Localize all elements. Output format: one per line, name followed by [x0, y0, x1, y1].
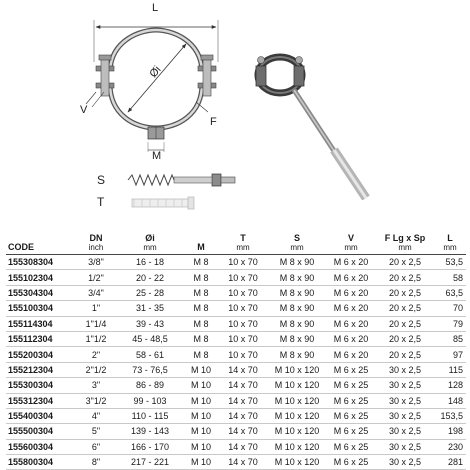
table-row [6, 439, 466, 454]
table-row [6, 316, 466, 331]
product-code-cell: 155304304 [6, 285, 76, 300]
table-cell: 20 - 22 [116, 270, 184, 285]
table-cell: M 10 [184, 408, 218, 423]
product-code-cell: 155400304 [6, 408, 76, 423]
table-cell: 148 [434, 393, 466, 408]
table-cell: M 10 x 120 [268, 393, 326, 408]
table-cell: 10 x 70 [218, 316, 268, 331]
label-f: F [210, 116, 217, 128]
table-cell: M 6 x 20 [326, 255, 376, 270]
table-cell: 10 x 70 [218, 255, 268, 270]
table-row [6, 331, 466, 346]
table-cell: M 8 [184, 347, 218, 362]
table-cell: 198 [434, 424, 466, 439]
table-cell: 1/2" [76, 270, 116, 285]
table-cell: M 8 [184, 285, 218, 300]
table-cell: M 8 x 90 [268, 285, 326, 300]
table-cell: 30 x 2,5 [376, 424, 434, 439]
table-cell: 14 x 70 [218, 362, 268, 377]
label-s: S [97, 173, 106, 187]
table-cell: 1"1/4 [76, 316, 116, 331]
column-header-unit: inch [88, 243, 104, 252]
product-code-cell: 155312304 [6, 393, 76, 408]
column-header-4 [218, 224, 268, 255]
table-cell: 230 [434, 439, 466, 454]
table-row [6, 285, 466, 300]
column-header-7 [376, 224, 434, 255]
table-cell: 30 x 2,5 [376, 362, 434, 377]
table-cell: 166 - 170 [116, 439, 184, 454]
table-cell: M 6 x 25 [326, 362, 376, 377]
table-cell: 115 [434, 362, 466, 377]
column-header-label: T [240, 233, 246, 243]
table-cell: 20 x 2,5 [376, 270, 434, 285]
table-cell: M 6 x 20 [326, 331, 376, 346]
table-row [6, 362, 466, 377]
product-code-cell: 155102304 [6, 270, 76, 285]
table-cell: 53,5 [434, 255, 466, 270]
table-cell: M 10 x 120 [268, 408, 326, 423]
column-header-label: DN [89, 233, 103, 243]
table-cell: 14 x 70 [218, 424, 268, 439]
table-cell: 3" [76, 378, 116, 393]
table-cell: M 10 x 120 [268, 378, 326, 393]
label-v: V [80, 104, 88, 116]
table-cell: M 8 [184, 270, 218, 285]
table-cell: 281 [434, 455, 466, 470]
column-header-unit: mm [236, 243, 250, 252]
table-cell: M 6 x 25 [326, 393, 376, 408]
table-cell: 25 - 28 [116, 285, 184, 300]
table-cell: 8" [76, 455, 116, 470]
table-cell: 73 - 76,5 [116, 362, 184, 377]
table-cell: M 8 [184, 255, 218, 270]
table-cell: M 10 [184, 378, 218, 393]
table-cell: 70 [434, 301, 466, 316]
product-code-cell: 155112304 [6, 331, 76, 346]
column-header-3 [184, 224, 218, 255]
table-row [6, 393, 466, 408]
product-code-cell: 155200304 [6, 347, 76, 362]
table-cell: 10 x 70 [218, 301, 268, 316]
table-cell: 45 - 48,5 [116, 331, 184, 346]
table-cell: M 10 [184, 455, 218, 470]
product-code-cell: 155300304 [6, 378, 76, 393]
column-header-label: CODE [8, 242, 35, 252]
label-length: L [152, 2, 159, 14]
column-header-5 [268, 224, 326, 255]
table-cell: 139 - 143 [116, 424, 184, 439]
column-header-unit: mm [443, 243, 457, 252]
table-cell: 2" [76, 347, 116, 362]
column-header-unit: mm [398, 243, 412, 252]
table-cell: 110 - 115 [116, 408, 184, 423]
table-cell: 20 x 2,5 [376, 316, 434, 331]
table-cell: 20 x 2,5 [376, 285, 434, 300]
table-cell: 16 - 18 [116, 255, 184, 270]
wall-plug-t-drawing-icon [128, 193, 198, 213]
table-cell: 39 - 43 [116, 316, 184, 331]
table-cell: M 10 x 120 [268, 424, 326, 439]
table-row [6, 408, 466, 423]
table-cell: 30 x 2,5 [376, 378, 434, 393]
table-cell: M 6 x 25 [326, 424, 376, 439]
product-code-cell: 155212304 [6, 362, 76, 377]
product-code-cell: 155100304 [6, 301, 76, 316]
table-cell: 5" [76, 424, 116, 439]
table-cell: M 10 x 120 [268, 455, 326, 470]
label-inner-diameter: Øi [147, 63, 164, 81]
column-header-2 [116, 224, 184, 255]
pipe-clamp-photo-icon [242, 30, 422, 200]
label-t: T [97, 195, 105, 209]
column-header-unit: mm [344, 243, 358, 252]
table-cell: M 8 [184, 331, 218, 346]
table-cell: 14 x 70 [218, 393, 268, 408]
table-cell: 217 - 221 [116, 455, 184, 470]
table-cell: 14 x 70 [218, 455, 268, 470]
table-cell: 6" [76, 439, 116, 454]
product-code-cell: 155800304 [6, 455, 76, 470]
table-cell: 31 - 35 [116, 301, 184, 316]
table-row [6, 255, 466, 270]
table-cell: M 8 x 90 [268, 347, 326, 362]
table-cell: M 6 x 25 [326, 455, 376, 470]
screw-s-drawing-icon [126, 170, 236, 192]
column-header-label: Øi [145, 233, 155, 243]
column-header-label: S [293, 233, 300, 243]
table-cell: M 10 x 120 [268, 362, 326, 377]
table-body [6, 255, 466, 470]
table-cell: 20 x 2,5 [376, 301, 434, 316]
table-cell: M 6 x 25 [326, 378, 376, 393]
column-header-6 [326, 224, 376, 255]
table-cell: M 10 [184, 362, 218, 377]
table-cell: 14 x 70 [218, 439, 268, 454]
table-cell: M 6 x 25 [326, 408, 376, 423]
spec-table [6, 224, 466, 470]
table-cell: M 10 [184, 393, 218, 408]
table-cell: 1"1/2 [76, 331, 116, 346]
table-cell: 30 x 2,5 [376, 408, 434, 423]
table-cell: 14 x 70 [218, 378, 268, 393]
table-cell: 20 x 2,5 [376, 331, 434, 346]
table-cell: M 8 x 90 [268, 316, 326, 331]
column-header-1 [76, 224, 116, 255]
table-row [6, 301, 466, 316]
table-cell: 20 x 2,5 [376, 255, 434, 270]
table-cell: M 10 [184, 424, 218, 439]
column-header-label: M [197, 242, 205, 252]
table-cell: 14 x 70 [218, 408, 268, 423]
label-m: M [152, 150, 162, 162]
table-row [6, 424, 466, 439]
table-cell: M 6 x 20 [326, 347, 376, 362]
table-cell: M 8 x 90 [268, 270, 326, 285]
technical-drawing [0, 0, 470, 222]
table-header-row [6, 224, 466, 255]
column-header-label: L [447, 233, 453, 243]
table-cell: 4" [76, 408, 116, 423]
table-cell: 20 x 2,5 [376, 347, 434, 362]
table-cell: 97 [434, 347, 466, 362]
table-cell: M 6 x 25 [326, 439, 376, 454]
table-cell: 58 [434, 270, 466, 285]
product-code-cell: 155600304 [6, 439, 76, 454]
column-header-8 [434, 224, 466, 255]
table-cell: 10 x 70 [218, 285, 268, 300]
table-cell: 3"1/2 [76, 393, 116, 408]
product-code-cell: 155114304 [6, 316, 76, 331]
table-cell: 2"1/2 [76, 362, 116, 377]
table-cell: 3/8" [76, 255, 116, 270]
table-cell: M 8 [184, 316, 218, 331]
table-cell: 30 x 2,5 [376, 439, 434, 454]
column-header-unit: mm [290, 243, 304, 252]
table-row [6, 347, 466, 362]
table-cell: M 6 x 20 [326, 270, 376, 285]
table-cell: 30 x 2,5 [376, 455, 434, 470]
table-cell: M 6 x 20 [326, 301, 376, 316]
table-cell: M 8 [184, 301, 218, 316]
table-cell: 85 [434, 331, 466, 346]
table-cell: 153,5 [434, 408, 466, 423]
table-cell: 3/4" [76, 285, 116, 300]
table-cell: 79 [434, 316, 466, 331]
product-code-cell: 155308304 [6, 255, 76, 270]
table-cell: 63,5 [434, 285, 466, 300]
table-cell: 99 - 103 [116, 393, 184, 408]
table-cell: 128 [434, 378, 466, 393]
table-cell: M 6 x 20 [326, 316, 376, 331]
column-header-unit: mm [143, 243, 157, 252]
table-cell: 30 x 2,5 [376, 393, 434, 408]
table-cell: M 10 x 120 [268, 439, 326, 454]
table-cell: M 10 [184, 439, 218, 454]
table-row [6, 378, 466, 393]
table-cell: 10 x 70 [218, 331, 268, 346]
table-cell: M 8 x 90 [268, 331, 326, 346]
table-cell: 58 - 61 [116, 347, 184, 362]
table-cell: 10 x 70 [218, 347, 268, 362]
table-row [6, 455, 466, 470]
product-code-cell: 155500304 [6, 424, 76, 439]
table-cell: 1" [76, 301, 116, 316]
table-cell: M 6 x 20 [326, 285, 376, 300]
column-header-0 [6, 224, 76, 255]
column-header-label: F Lg x Sp [384, 233, 426, 243]
table-row [6, 270, 466, 285]
table-cell: M 8 x 90 [268, 301, 326, 316]
table-cell: 10 x 70 [218, 270, 268, 285]
table-cell: 86 - 89 [116, 378, 184, 393]
table-cell: M 8 x 90 [268, 255, 326, 270]
column-header-label: V [347, 233, 354, 243]
